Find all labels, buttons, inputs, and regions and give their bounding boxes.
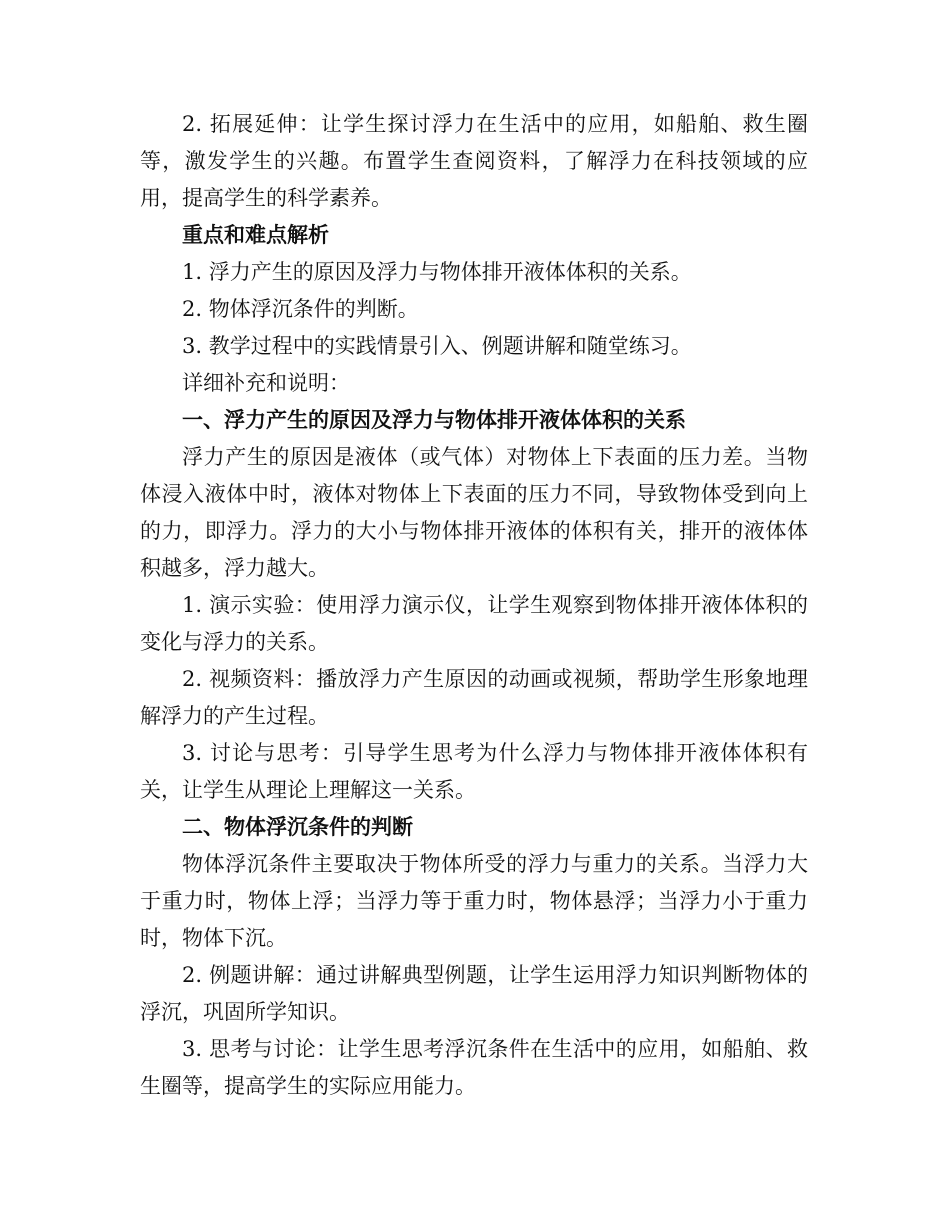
section-1-item-1: 1. 演示实验：使用浮力演示仪，让学生观察到物体排开液体体积的变化与浮力的关系。 xyxy=(140,593,808,654)
key-point-3: 3. 教学过程中的实践情景引入、例题讲解和随堂练习。 xyxy=(182,334,692,358)
section-1-item-3: 3. 讨论与思考：引导学生思考为什么浮力与物体排开液体体积有关，让学生从理论上理解这一关系。 xyxy=(140,741,808,802)
section-heading-1: 一、浮力产生的原因及浮力与物体排开液体体积的关系 xyxy=(182,408,686,432)
heading-key-points: 重点和难点解析 xyxy=(182,223,329,247)
section-1-explanation: 浮力产生的原因是液体（或气体）对物体上下表面的压力差。当物体浸入液体中时，液体对物体上下表面的压力不同，导致物体受到向上的力，即浮力。浮力的大小与物体排开液体的体积有关，排开的液体体积越多，浮力越大。 xyxy=(140,445,808,580)
key-point-1: 1. 浮力产生的原因及浮力与物体排开液体体积的关系。 xyxy=(182,260,692,284)
section-2-explanation: 物体浮沉条件主要取决于物体所受的浮力与重力的关系。当浮力大于重力时，物体上浮；当浮力等于重力时，物体悬浮；当浮力小于重力时，物体下沉。 xyxy=(140,852,808,950)
section-1-item-2: 2. 视频资料：播放浮力产生原因的动画或视频，帮助学生形象地理解浮力的产生过程。 xyxy=(140,667,808,728)
key-point-2: 2. 物体浮沉条件的判断。 xyxy=(182,297,419,321)
section-2-item-3: 3. 思考与讨论：让学生思考浮沉条件在生活中的应用，如船舶、救生圈等，提高学生的实际应用能力。 xyxy=(140,1037,808,1098)
supplement-intro: 详细补充和说明： xyxy=(182,371,350,395)
section-2-item-2: 2. 例题讲解：通过讲解典型例题，让学生运用浮力知识判断物体的浮沉，巩固所学知识。 xyxy=(140,963,808,1024)
paragraph-extension: 2. 拓展延伸：让学生探讨浮力在生活中的应用，如船舶、救生圈等，激发学生的兴趣。布置学生查阅资料，了解浮力在科技领域的应用，提高学生的科学素养。 xyxy=(140,112,808,210)
document-body xyxy=(140,106,808,1105)
section-heading-2: 二、物体浮沉条件的判断 xyxy=(182,815,413,839)
